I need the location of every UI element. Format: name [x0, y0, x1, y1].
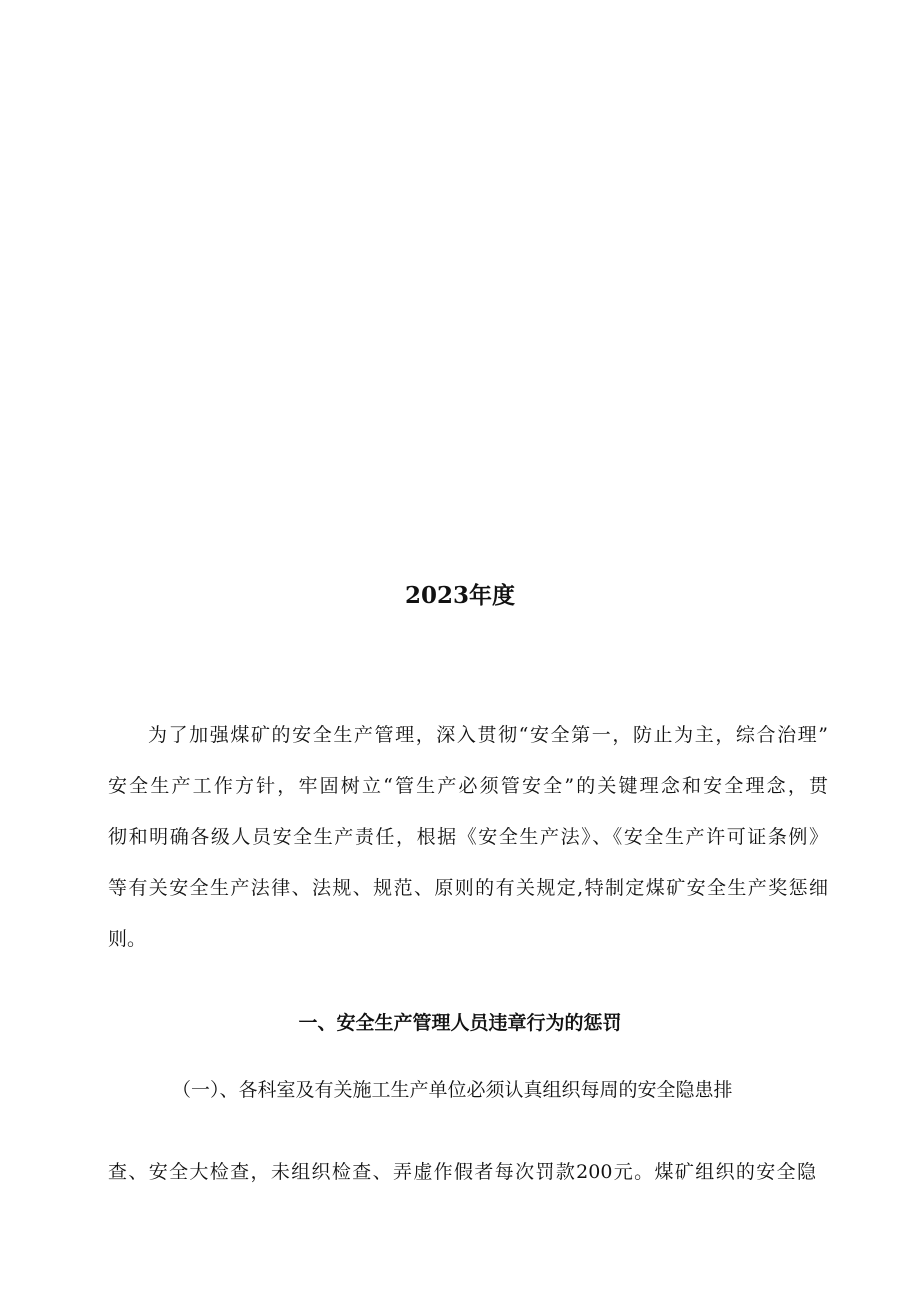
intro-line: 为了加强煤矿的安全生产管理，深入贯彻“安全第一，防止为主，综合治理” — [148, 724, 828, 746]
clause-1-line-2: 查、安全大检查，未组织检查、弄虚作假者每次罚款200元。煤矿组织的安全隐 — [108, 1161, 816, 1183]
intro-paragraph — [108, 710, 828, 965]
intro-line: 彻和明确各级人员安全生产责任，根据《安全生产法》、《安全生产许可证条例》 — [108, 826, 828, 848]
intro-line: 则。 — [108, 928, 147, 950]
intro-line: 安全生产工作方针，牢固树立“管生产必须管安全”的关键理念和安全理念，贯 — [108, 775, 828, 797]
year-title: 2023年度 — [404, 582, 515, 609]
section-heading: 一、安全生产管理人员违章行为的惩罚 — [298, 1012, 622, 1034]
clause-1-line-1: （一）、各科室及有关施工生产单位必须认真组织每周的安全隐患排 — [172, 1079, 733, 1101]
intro-line: 等有关安全生产法律、法规、规范、原则的有关规定,特制定煤矿安全生产奖惩细 — [108, 877, 828, 899]
